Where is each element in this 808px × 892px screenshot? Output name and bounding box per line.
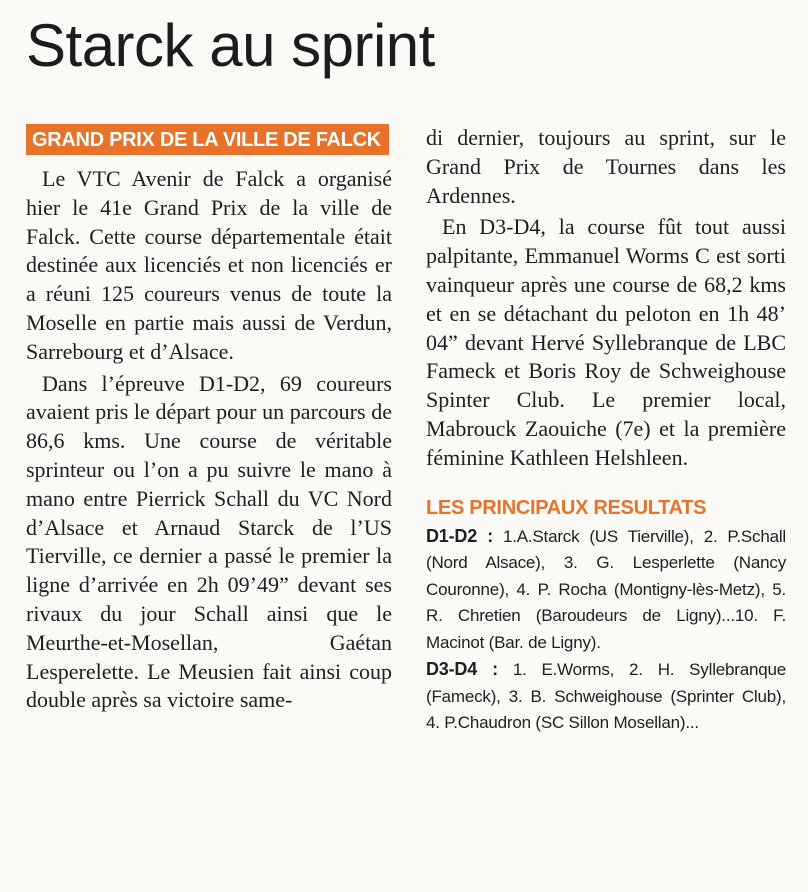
paragraph-continuation: di dernier, toujours au sprint, sur le Grand Prix de Tournes dans les Ardennes. — [426, 125, 786, 208]
results-text: 1. E.Worms, 2. H. Syllebranque (Fameck), 3. B. Schweighouse (Sprinter Club), 4. P.Chaudron (SC Sillon Mosellan)... — [426, 660, 787, 733]
results-d1-d2 — [426, 523, 786, 657]
results-d3-d4 — [426, 656, 786, 737]
section-kicker: GRAND PRIX DE LA VILLE DE FALCK — [26, 124, 389, 155]
paragraph-d3-d4: En D3-D4, la course fût tout aussi palpitante, Emmanuel Worms C est sorti vainqueur après une course de 68,2 kms et en se détachant du peloton en 1h 48’ 04” devant Hervé Syllebranque de LBC Fameck et Boris Roy de Schweighouse Spinter Club. Le premier local, Mabrouck Zaouiche (7e) et la première féminine Kathleen Helshleen. — [426, 214, 786, 470]
results-text: 1.A.Starck (US Tierville), 2. P.Schall (Nord Alsace), 3. G. Lesperlette (Nancy Couronne), 4. P. Rocha (Montigny-lès-Metz), 5. R. Chretien (Baroudeurs de Ligny)...10. F. Macinot (Bar. de Ligny). — [426, 526, 786, 652]
column-left — [26, 124, 392, 715]
results-category-label: D3-D4 : — [426, 659, 498, 680]
paragraph-intro: Le VTC Avenir de Falck a organisé hier le 41e Grand Prix de la ville de Falck. Cette course départementale était destinée aux licenciés et non licenciés er a réuni 125 coureurs venus de toute la Moselle en partie mais aussi de Verdun, Sarrebourg et d’Alsace. — [26, 166, 392, 364]
column-right — [426, 124, 786, 737]
results-title: LES PRINCIPAUX RESULTATS — [426, 496, 707, 519]
results-category-label: D1-D2 : — [426, 525, 494, 546]
headline: Starck au sprint — [26, 12, 435, 79]
paragraph-d1-d2: Dans l’épreuve D1-D2, 69 coureurs avaient pris le départ pour un parcours de 86,6 kms. Une course de véritable sprinteur ou l’on a pu suivre le mano à mano entre Pierrick Schall du VC Nord d’Alsace et Arnaud Starck de l’US Tierville, ce dernier a passé le premier la ligne d’arrivée en 2h 09’49” devant ses rivaux du jour Schall ainsi que le Meurthe-et-Mosellan, Gaétan Lesperelette. Le Meusien fait ainsi coup double après sa victoire same- — [26, 370, 392, 713]
